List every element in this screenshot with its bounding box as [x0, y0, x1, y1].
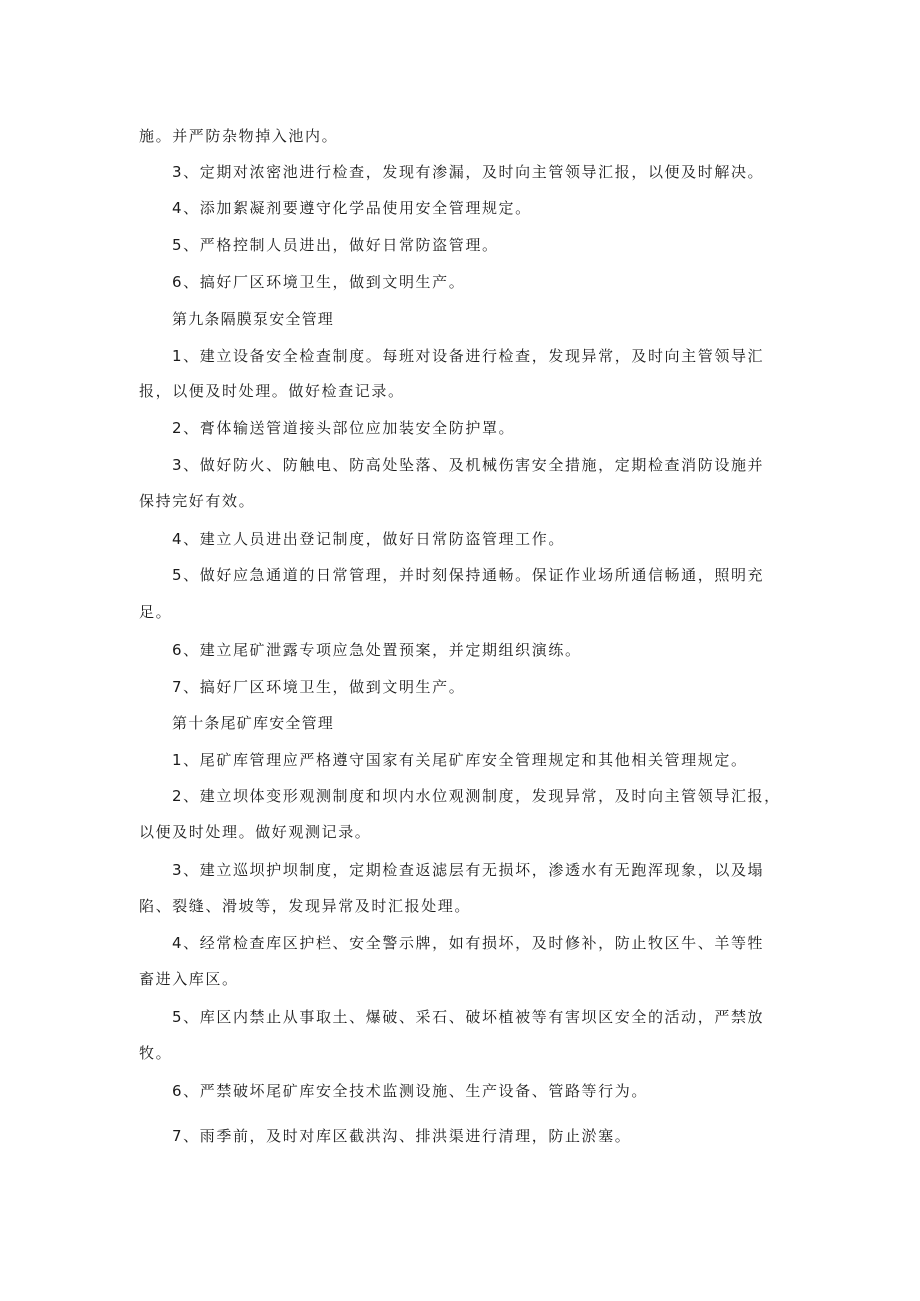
text-line: 以便及时处理。做好观测记录。 [139, 823, 372, 841]
text-line: 6、建立尾矿泄露专项应急处置预案，并定期组织演练。 [172, 641, 582, 659]
text-line: 牧。 [139, 1044, 173, 1062]
text-line: 5、库区内禁止从事取土、爆破、采石、破坏植被等有害坝区安全的活动，严禁放 [172, 1008, 765, 1026]
text-line: 3、建立巡坝护坝制度，定期检查返滤层有无损坏，渗透水有无跑浑现象，以及塌 [172, 861, 765, 879]
text-line: 5、严格控制人员进出，做好日常防盗管理。 [172, 236, 499, 254]
text-line: 7、雨季前，及时对库区截洪沟、排洪渠进行清理，防止淤塞。 [172, 1127, 632, 1145]
text-line: 3、做好防火、防触电、防高处坠落、及机械伤害安全措施，定期检查消防设施并 [172, 456, 765, 474]
text-line: 3、定期对浓密池进行检查，发现有渗漏，及时向主管领导汇报，以便及时解决。 [172, 163, 765, 181]
text-line: 6、严禁破坏尾矿库安全技术监测设施、生产设备、管路等行为。 [172, 1082, 648, 1100]
text-line: 2、膏体输送管道接头部位应加装安全防护罩。 [172, 419, 516, 437]
section-heading: 第十条尾矿库安全管理 [172, 714, 335, 732]
text-line: 陷、裂缝、滑坡等，发现异常及时汇报处理。 [139, 897, 472, 915]
text-line: 报，以便及时处理。做好检查记录。 [139, 382, 405, 400]
text-line: 4、建立人员进出登记制度，做好日常防盗管理工作。 [172, 530, 565, 548]
text-line: 4、经常检查库区护栏、安全警示牌，如有损坏，及时修补，防止牧区牛、羊等牲 [172, 934, 765, 952]
text-line: 6、搞好厂区环境卫生，做到文明生产。 [172, 273, 466, 291]
text-line: 2、建立坝体变形观测制度和坝内水位观测制度，发现异常，及时向主管领导汇报， [172, 787, 781, 805]
text-line: 足。 [139, 603, 173, 621]
text-line: 5、做好应急通道的日常管理，并时刻保持通畅。保证作业场所通信畅通，照明充 [172, 566, 765, 584]
text-line: 4、添加絮凝剂要遵守化学品使用安全管理规定。 [172, 199, 532, 217]
section-heading: 第九条隔膜泵安全管理 [172, 310, 335, 328]
text-line: 1、建立设备安全检查制度。每班对设备进行检查，发现异常，及时向主管领导汇 [172, 347, 765, 365]
text-line: 7、搞好厂区环境卫生，做到文明生产。 [172, 678, 466, 696]
text-line: 畜进入库区。 [139, 970, 239, 988]
text-line: 1、尾矿库管理应严格遵守国家有关尾矿库安全管理规定和其他相关管理规定。 [172, 751, 748, 769]
text-line: 施。并严防杂物掉入池内。 [139, 127, 339, 145]
text-line: 保持完好有效。 [139, 492, 256, 510]
